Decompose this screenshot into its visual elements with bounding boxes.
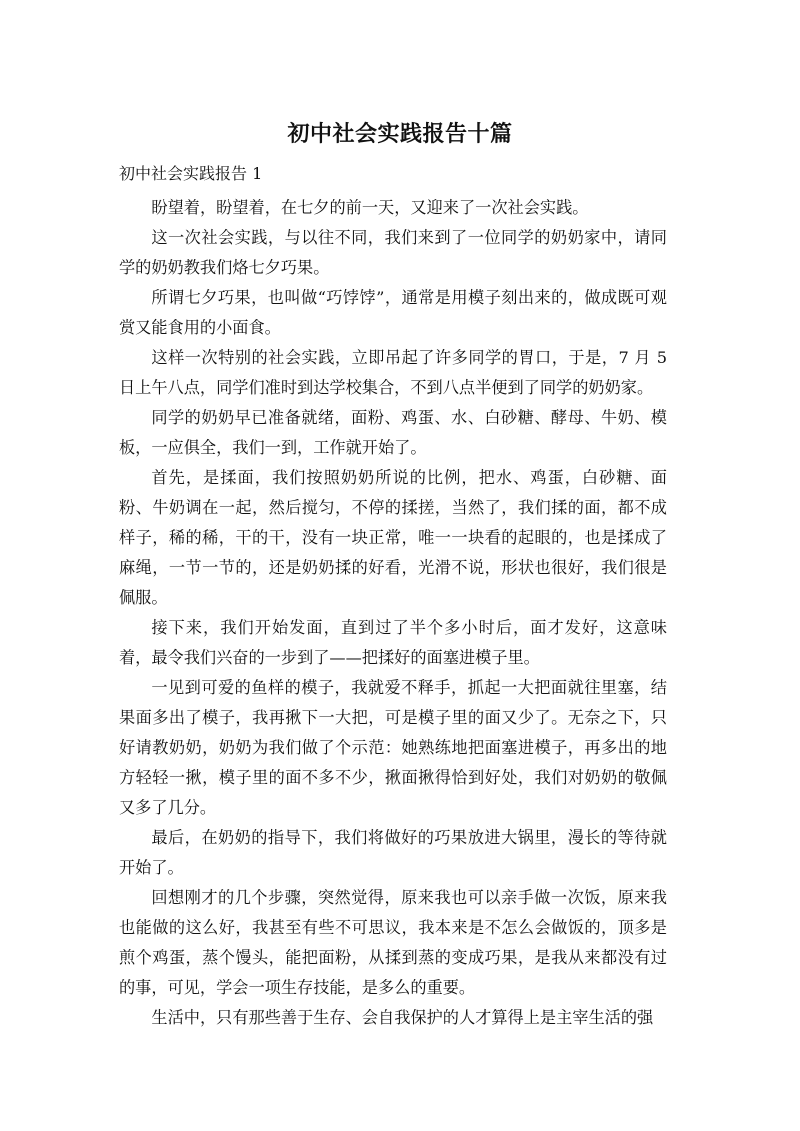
paragraph: 一见到可爱的鱼样的模子，我就爱不释手，抓起一大把面就往里塞，结果面多出了模子，我再揪下一大把，可是模子里的面又少了。无奈之下，只好请教奶奶，奶奶为我们做了个示范：她熟练地把面塞进模子，再多出的地方轻轻一揪，模子里的面不多不少，揪面揪得恰到好处，我们对奶奶的敬佩又多了几分。 xyxy=(119,678,667,817)
paragraph: 这样一次特别的社会实践，立即吊起了许多同学的胃口，于是，7 月 5 日上午八点，同学们准时到达学校集合，不到八点半便到了同学的奶奶家。 xyxy=(119,348,667,397)
paragraph: 盼望着，盼望着，在七夕的前一天，又迎来了一次社会实践。 xyxy=(151,198,589,217)
section-heading: 初中社会实践报告 1 xyxy=(119,164,263,183)
paragraph: 最后，在奶奶的指导下，我们将做好的巧果放进大锅里，漫长的等待就开始了。 xyxy=(119,828,667,877)
paragraph: 首先，是揉面，我们按照奶奶所说的比例，把水、鸡蛋，白砂糖、面粉、牛奶调在一起，然后搅匀，不停的揉搓，当然了，我们揉的面，都不成样子，稀的稀，干的干，没有一块正常，唯一一块看的起眼的，也是揉成了麻绳，一节一节的，还是奶奶揉的好看，光滑不说，形状也很好，我们很是佩服。 xyxy=(119,468,667,607)
document-body xyxy=(119,193,667,1033)
paragraph: 这一次社会实践，与以往不同，我们来到了一位同学的奶奶家中，请同学的奶奶教我们烙七夕巧果。 xyxy=(119,228,667,277)
paragraph: 所谓七夕巧果，也叫做“巧饽饽”，通常是用模子刻出来的，做成既可观赏又能食用的小面食。 xyxy=(119,288,667,337)
paragraph: 生活中，只有那些善于生存、会自我保护的人才算得上是主宰生活的强 xyxy=(151,1008,654,1027)
document-title: 初中社会实践报告十篇 xyxy=(287,122,513,147)
paragraph: 回想刚才的几个步骤，突然觉得，原来我也可以亲手做一次饭，原来我也能做的这么好，我甚至有些不可思议，我本来是不怎么会做饭的，顶多是煎个鸡蛋，蒸个馒头，能把面粉，从揉到蒸的变成巧果，是我从来都没有过的事，可见，学会一项生存技能，是多么的重要。 xyxy=(119,888,667,997)
paragraph: 同学的奶奶早已准备就绪，面粉、鸡蛋、水、白砂糖、酵母、牛奶、模板，一应俱全，我们一到，工作就开始了。 xyxy=(119,408,667,457)
paragraph: 接下来，我们开始发面，直到过了半个多小时后，面才发好，这意味着，最令我们兴奋的一步到了——把揉好的面塞进模子里。 xyxy=(119,618,667,667)
